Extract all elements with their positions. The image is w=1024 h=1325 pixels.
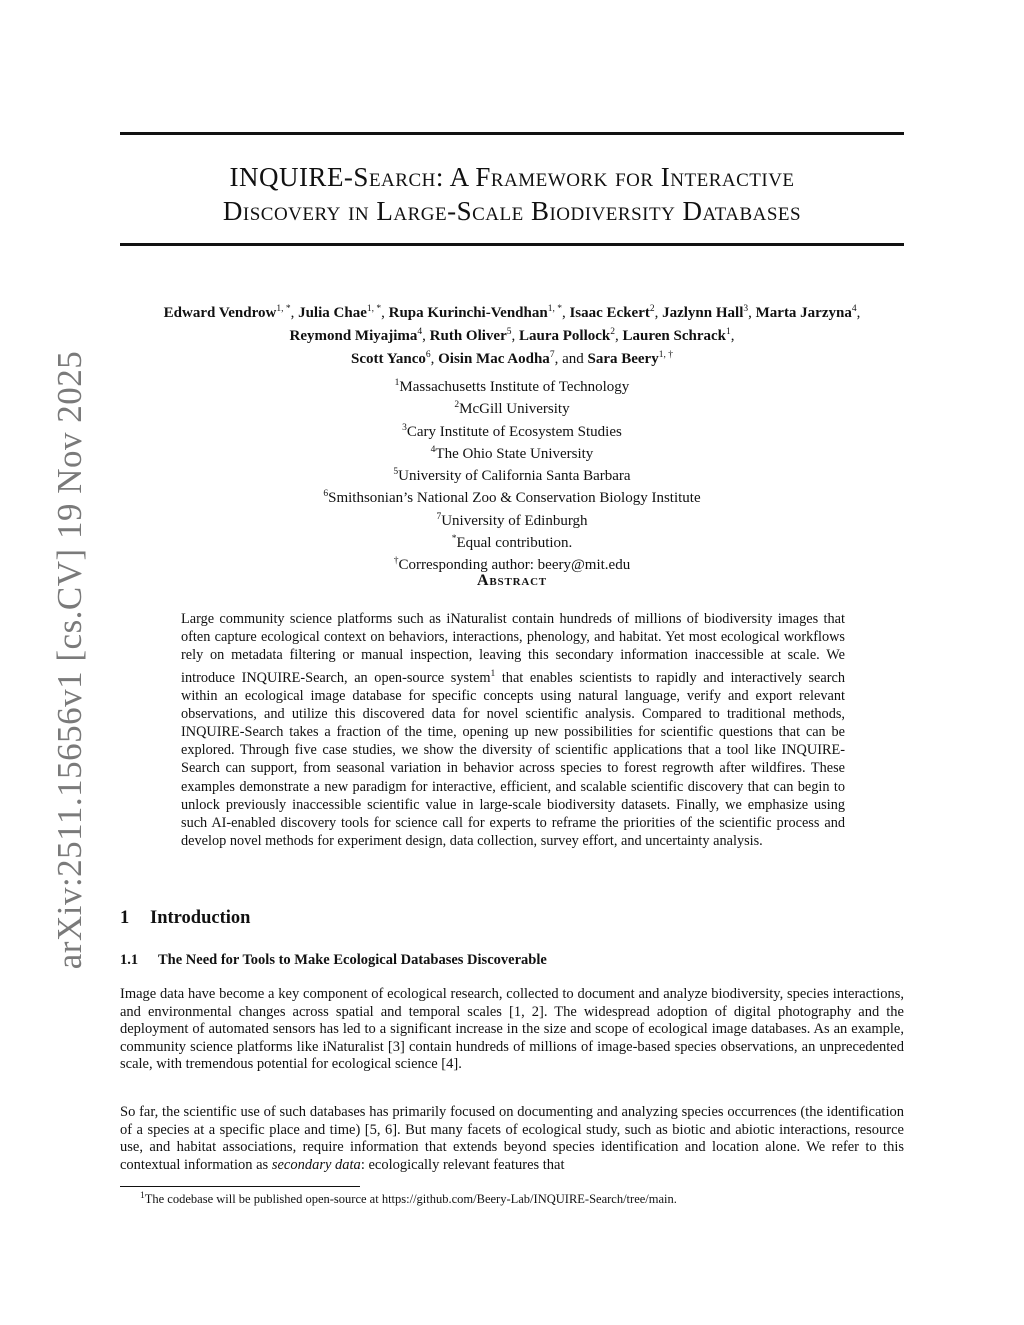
footnote-text: The codebase will be published open-source at https://github.com/Beery-Lab/INQUIRE-Search/tree/main. <box>144 1192 677 1207</box>
affiliation-mark: 7 <box>436 511 442 522</box>
author-name: Jazlynn Hall <box>662 305 744 321</box>
author-sep: , <box>730 328 735 344</box>
author-line-1 <box>110 300 914 323</box>
affiliation-mark: † <box>393 556 399 567</box>
author-sep: , <box>615 328 623 344</box>
footnote <box>140 1191 677 1207</box>
affiliation-text: McGill University <box>459 401 570 418</box>
author-name: Lauren Schrack <box>622 328 726 344</box>
affiliation <box>120 485 904 507</box>
arxiv-side-stamp: arXiv:2511.15656v1 [cs.CV] 19 Nov 2025 <box>50 350 89 970</box>
author-affil-mark: 4 <box>417 327 423 337</box>
section-title: Introduction <box>150 908 251 928</box>
paper-title <box>120 160 904 228</box>
author-line-3 <box>110 346 914 369</box>
author-name: Oisin Mac Aodha <box>438 351 550 367</box>
author-name: Isaac Eckert <box>569 305 650 321</box>
subsection-title: The Need for Tools to Make Ecological Databases Discoverable <box>158 952 547 968</box>
affiliation <box>120 396 904 418</box>
author-affil-mark: 3 <box>743 304 749 314</box>
affiliation-mark: 1 <box>394 378 400 388</box>
author-name: Reymond Miyajima <box>289 328 418 344</box>
affiliation <box>120 441 904 463</box>
author-name: Rupa Kurinchi-Vendhan <box>388 305 548 321</box>
author-sep: , <box>511 328 519 344</box>
author-sep: , <box>561 305 570 321</box>
abstract-text-part-2: that enables scientists to rapidly and interactively search within an ecological image database for specific concepts using natural language, verify and export relevant observations, and utilize this discovered data for novel scientific analysis. Compared to traditional methods, INQUIRE-Search takes a fraction of the time, opening up new possibilities for scientific questions that can be explored. Through five case studies, we show the diversity of scientific applications that a tool like INQUIRE-Search can support, from seasonal variation in behavior across species to forest regrowth after wildfires. These examples demonstrate a new paradigm for interactive, efficient, and scalable scientific discovery that can begin to unlock previously inaccessible scientific value in large-scale biodiversity datasets. Finally, we emphasize using such AI-enabled discovery tools for science call for experts to reframe the priorities of the scientific process and develop novel methods for experiment design, data collection, survey effort, and uncertainty analysis. <box>181 669 846 850</box>
affiliation-text: Cary Institute of Ecosystem Studies <box>406 423 622 440</box>
author-line-2 <box>110 323 914 346</box>
author-affil-mark: 5 <box>506 327 512 337</box>
author-affil-mark: 1, * <box>276 304 291 314</box>
author-affil-mark: 7 <box>549 350 555 360</box>
author-sep: , <box>430 351 439 367</box>
title-line-1: INQUIRE-Search: A Framework for Interactive <box>229 162 795 192</box>
title-line-2: Discovery in Large-Scale Biodiversity Databases <box>222 196 802 226</box>
affiliation-text: University of Edinburgh <box>441 512 588 529</box>
subsection-heading <box>120 952 547 969</box>
affiliation-mark: 5 <box>393 467 399 478</box>
author-name: Marta Jarzyna <box>755 305 852 321</box>
author-affil-mark: 1, * <box>547 304 562 314</box>
section-number: 1 <box>120 908 130 928</box>
footnote-divider <box>120 1186 360 1187</box>
affiliation-text: Equal contribution. <box>456 535 573 552</box>
author-sep: , <box>381 305 389 321</box>
affiliation <box>120 419 904 441</box>
title-top-rule <box>120 132 904 135</box>
author-list <box>110 300 914 369</box>
paragraph-2-tail: : ecologically relevant features that <box>360 1156 565 1173</box>
affiliation <box>120 374 904 396</box>
paragraph-1: Image data have become a key component of ecological research, collected to document and analyze biodiversity, species interactions, and environmental changes across spatial and temporal scales [1, 2]. The widespread adoption of digital photography and the deployment of automated sensors has led to a significant increase in the size and scope of ecological image databases. As an example, community science platforms like iNaturalist [3] contain hundreds of millions of image-based species observations, an unprecedented scale, with tremendous potential for ecological science [4]. <box>120 986 904 1073</box>
author-affil-mark: 4 <box>851 304 857 314</box>
affiliation-mark: 4 <box>430 444 436 455</box>
author-sep: , <box>856 305 861 321</box>
section-heading-introduction <box>120 908 250 929</box>
author-name: Julia Chae <box>298 305 367 321</box>
author-affil-mark: 1, † <box>658 350 673 360</box>
affiliation-text: Massachusetts Institute of Technology <box>399 379 630 395</box>
author-affil-mark: 2 <box>649 304 655 314</box>
author-name: Ruth Oliver <box>429 328 507 344</box>
author-sep: , and <box>554 351 588 367</box>
paragraph-2 <box>120 1104 904 1174</box>
author-sep: , <box>654 305 663 321</box>
abstract-text-part-1: Large community science platforms such as iNaturalist contain hundreds of millions of biodiversity images that often capture ecological context on behaviors, interactions, phenology, and habitat. Yet most ecological workflows rely on metadata filtering or manual inspection, leaving this secondary information inaccessible at scale. We introduce INQUIRE-Search, an open-source system <box>181 611 845 686</box>
author-sep: , <box>290 305 299 321</box>
author-name: Edward Vendrow <box>163 305 277 321</box>
author-name: Sara Beery <box>587 351 659 367</box>
title-bottom-rule <box>120 243 904 246</box>
footnote-ref[interactable]: 1 <box>490 668 496 679</box>
affiliation-mark: 6 <box>323 489 329 500</box>
author-sep: , <box>748 305 756 321</box>
paragraph-2-text: So far, the scientific use of such databases has primarily focused on documenting and analyzing species occurrences (the identification of a species at a specific place and time) [5, 6]. But many facets of ecological study, such as biotic and abiotic interactions, resource use, and habitat associations, require information that extends beyond species identification and location alone. We refer to this contextual information as <box>120 1104 904 1173</box>
affiliation <box>120 530 904 552</box>
emphasis-term: secondary data <box>271 1156 361 1173</box>
author-affil-mark: 1 <box>726 327 731 337</box>
author-name: Laura Pollock <box>519 328 611 344</box>
author-sep: , <box>422 328 430 344</box>
affiliation-text: The Ohio State University <box>435 445 594 462</box>
author-affil-mark: 1, * <box>366 304 382 314</box>
affiliation-mark: 3 <box>402 422 407 433</box>
corresponding-author: Corresponding author: beery@mit.edu <box>398 557 631 574</box>
affiliation-list <box>120 374 904 575</box>
author-affil-mark: 6 <box>425 350 431 360</box>
abstract-body <box>181 610 845 850</box>
subsection-number: 1.1 <box>120 952 139 968</box>
affiliation-mark: * <box>451 534 457 545</box>
affiliation-text: University of California Santa Barbara <box>398 468 631 485</box>
affiliation <box>120 508 904 530</box>
affiliation-text: Smithsonian’s National Zoo & Conservation Biology Institute <box>328 490 701 507</box>
abstract-heading: Abstract <box>477 572 547 589</box>
author-affil-mark: 2 <box>610 327 616 337</box>
footnote-mark: 1 <box>140 1191 145 1201</box>
affiliation-mark: 2 <box>454 400 460 411</box>
author-name: Scott Yanco <box>351 351 426 367</box>
affiliation <box>120 463 904 485</box>
